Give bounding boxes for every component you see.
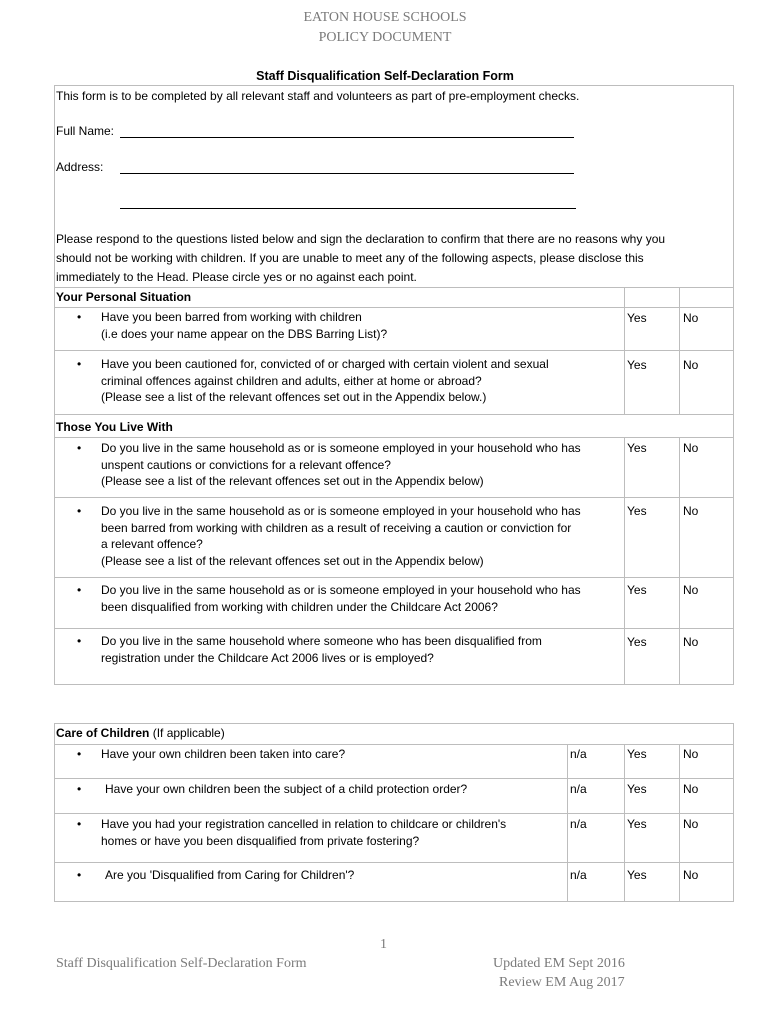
divider [54,744,734,745]
bullet-icon: • [77,782,82,796]
divider [54,307,734,308]
section-title-care [56,726,225,740]
question-household-registration [101,633,542,666]
divider [54,862,734,863]
divider [54,813,734,814]
section-title-care-note: (If applicable) [149,726,225,740]
question-protection-order: Have your own children been the subject of a child protection order? [105,782,468,796]
full-name-field[interactable] [120,137,574,138]
question-unspent-cautions [101,440,581,490]
divider [54,287,734,288]
answer-na[interactable]: n/a [570,782,587,796]
column-divider [679,437,680,684]
section-title-care-text: Care of Children [56,726,150,740]
divider [54,414,734,415]
footer-review: Review EM Aug 2017 [499,975,625,990]
question-line: unspent cautions or convictions for a relevant offence? [101,457,391,472]
answer-na[interactable]: n/a [570,868,587,882]
bullet-icon: • [77,357,82,371]
column-divider [567,744,568,901]
question-line: Do you live in the same household as or is someone employed in your household who has [101,504,581,518]
answer-yes[interactable]: Yes [627,311,647,325]
answer-no[interactable]: No [683,311,699,325]
question-line: Have you been barred from working with children [101,310,362,324]
bullet-icon: • [77,504,82,518]
intro-text: This form is to be completed by all relevant staff and volunteers as part of pre-employment checks. [56,89,580,103]
page-number: 1 [380,937,387,952]
full-name-label: Full Name: [56,124,115,138]
answer-na[interactable]: n/a [570,747,587,761]
question-line: Have you been cautioned for, convicted of or charged with certain violent and sexual [101,357,549,371]
answer-no[interactable]: No [683,635,699,649]
question-line: criminal offences against children and adults, either at home or abroad? [101,373,482,388]
answer-yes[interactable]: Yes [627,782,647,796]
bullet-icon: • [77,634,82,648]
address-field-line-1[interactable] [120,173,574,174]
question-line: a relevant offence? [101,537,203,551]
divider [54,577,734,578]
bullet-icon: • [77,583,82,597]
answer-yes[interactable]: Yes [627,358,647,372]
question-line: Have you had your registration cancelled in relation to childcare or children's [101,817,507,831]
column-divider [679,744,680,901]
answer-yes[interactable]: Yes [627,504,647,518]
question-barred [101,309,387,342]
answer-no[interactable]: No [683,747,699,761]
bullet-icon: • [77,868,82,882]
question-children-in-care: Have your own children been taken into care? [101,747,346,761]
answer-na[interactable]: n/a [570,817,587,831]
question-line: been barred from working with children as a result of receiving a caution or conviction for [101,520,572,535]
divider [54,628,734,629]
answer-no[interactable]: No [683,817,699,831]
question-registration-cancelled [101,816,506,849]
section-title-live-with: Those You Live With [56,420,173,434]
question-disqualified-caring: Are you 'Disqualified from Caring for Children'? [105,868,355,882]
answer-yes[interactable]: Yes [627,817,647,831]
answer-no[interactable]: No [683,868,699,882]
divider [54,497,734,498]
answer-no[interactable]: No [683,358,699,372]
question-line: Do you live in the same household as or is someone employed in your household who has [101,583,581,597]
question-household-barred [101,503,581,569]
form-title: Staff Disqualification Self-Declaration Form [256,69,514,83]
bullet-icon: • [77,747,82,761]
question-line: (Please see a list of the relevant offences set out in the Appendix below.) [101,390,487,404]
instructions-line: Please respond to the questions listed below and sign the declaration to confirm that there are no reasons why you [56,232,666,246]
question-household-disqualified [101,582,581,615]
document-type: POLICY DOCUMENT [318,30,452,45]
question-line: homes or have you been disqualified from private fostering? [101,833,420,848]
instructions-line: immediately to the Head. Please circle yes or no against each point. [56,270,417,284]
bullet-icon: • [77,441,82,455]
section-title-personal: Your Personal Situation [56,290,192,304]
answer-no[interactable]: No [683,782,699,796]
address-label: Address: [56,160,104,174]
column-divider [624,287,625,414]
instructions-line: should not be working with children. If you are unable to meet any of the following aspects, please disclose this [56,251,644,265]
column-divider [679,287,680,414]
column-divider [624,437,625,684]
question-line: (Please see a list of the relevant offences set out in the Appendix below) [101,474,484,488]
answer-yes[interactable]: Yes [627,868,647,882]
address-field-line-2[interactable] [120,208,576,209]
question-line: Do you live in the same household as or is someone employed in your household who has [101,441,581,455]
divider [54,437,734,438]
answer-yes[interactable]: Yes [627,583,647,597]
answer-no[interactable]: No [683,583,699,597]
answer-yes[interactable]: Yes [627,635,647,649]
instructions [56,230,732,287]
answer-no[interactable]: No [683,504,699,518]
answer-no[interactable]: No [683,441,699,455]
question-line: (i.e does your name appear on the DBS Barring List)? [101,326,388,341]
question-cautioned [101,356,549,406]
school-name: EATON HOUSE SCHOOLS [303,10,467,25]
bullet-icon: • [77,310,82,324]
footer-updated: Updated EM Sept 2016 [493,956,625,971]
divider [54,350,734,351]
question-line: Do you live in the same household where someone who has been disqualified from [101,634,542,648]
answer-yes[interactable]: Yes [627,441,647,455]
question-line: registration under the Childcare Act 2006 lives or is employed? [101,650,434,665]
footer-document-name: Staff Disqualification Self-Declaration Form [56,956,307,971]
column-divider [624,744,625,901]
question-line: been disqualified from working with children under the Childcare Act 2006? [101,599,498,614]
bullet-icon: • [77,817,82,831]
question-line: (Please see a list of the relevant offences set out in the Appendix below) [101,553,484,568]
divider [54,778,734,779]
answer-yes[interactable]: Yes [627,747,647,761]
